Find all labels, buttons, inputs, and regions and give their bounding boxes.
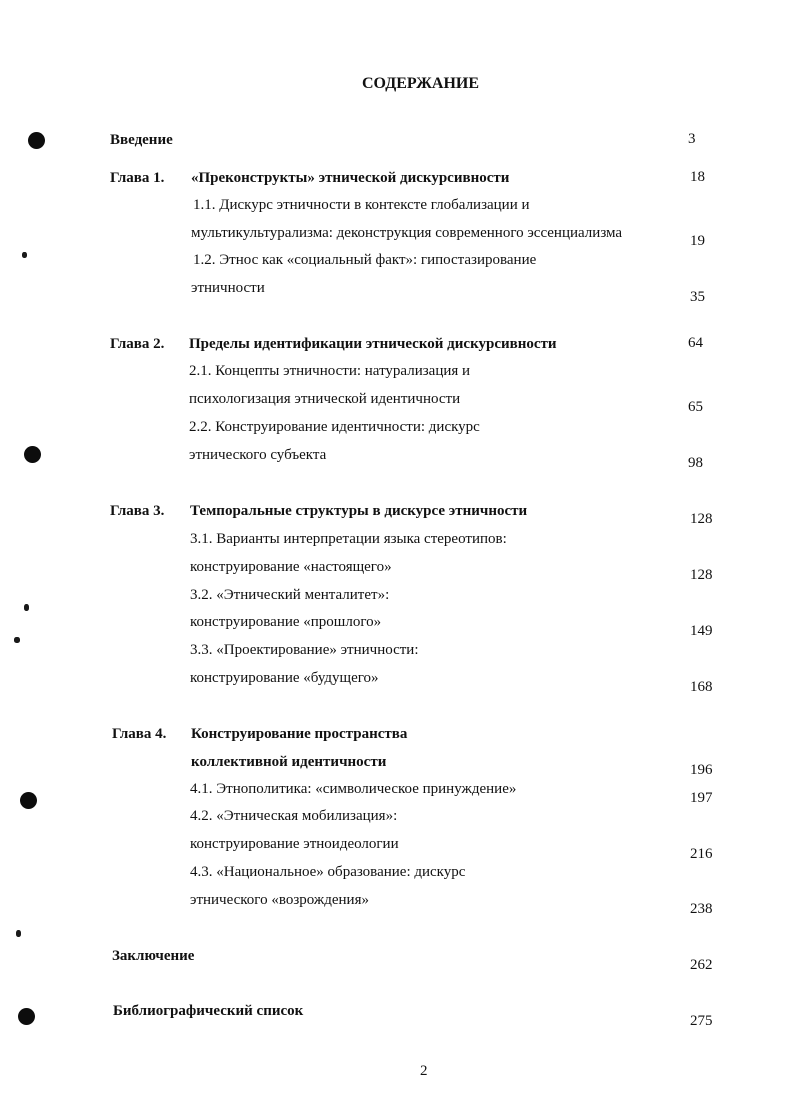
toc-ch1-s1-page: 19	[690, 233, 705, 249]
toc-bibliography-page: 275	[690, 1013, 713, 1029]
toc-ch2-s1-page: 65	[688, 399, 703, 415]
toc-ch4-s1-page: 197	[690, 790, 713, 806]
toc-ch3-s3-line2: конструирование «будущего»	[190, 670, 379, 686]
toc-ch2-s2-line2: этнического субъекта	[189, 447, 327, 463]
toc-ch1-s1-line2: мультикультурализма: деконструкция современного эссенциализма	[191, 225, 623, 241]
toc-ch1-label: Глава 1.	[110, 170, 165, 186]
scan-speck	[14, 637, 20, 643]
punch-hole-2	[24, 446, 41, 463]
toc-ch3-s1-page: 128	[690, 567, 713, 583]
toc-ch2-page: 64	[688, 335, 703, 351]
toc-ch4-title-line1: Конструирование пространства	[191, 726, 408, 742]
punch-hole-4	[18, 1008, 35, 1025]
toc-ch1-s2-page: 35	[690, 289, 705, 305]
toc-ch3-s2-line2: конструирование «прошлого»	[190, 614, 382, 630]
toc-ch3-s2-page: 149	[690, 623, 713, 639]
toc-ch4-page: 196	[690, 762, 713, 778]
toc-ch3-s3-page: 168	[690, 679, 713, 695]
toc-ch4-s3-line2: этнического «возрождения»	[190, 892, 369, 908]
toc-ch3-s1-line2: конструирование «настоящего»	[190, 559, 392, 575]
page-title: СОДЕРЖАНИЕ	[362, 75, 480, 92]
toc-ch4-title-line2: коллективной идентичности	[191, 754, 387, 770]
toc-ch3-s2-line1: 3.2. «Этнический менталитет»:	[190, 587, 390, 603]
toc-conclusion-label: Заключение	[112, 948, 195, 964]
page-number: 2	[420, 1063, 428, 1079]
toc-ch3-title: Темпоральные структуры в дискурсе этничности	[190, 503, 528, 519]
toc-intro-label: Введение	[110, 132, 173, 148]
toc-ch3-s1-line1: 3.1. Варианты интерпретации языка стереотипов:	[190, 531, 507, 547]
toc-ch3-page: 128	[690, 511, 713, 527]
toc-ch1-s2-line2: этничности	[191, 280, 265, 296]
toc-ch4-s3-line1: 4.3. «Национальное» образование: дискурс	[190, 864, 466, 880]
toc-ch1-page: 18	[690, 169, 705, 185]
toc-intro-page: 3	[688, 131, 696, 147]
toc-conclusion-page: 262	[690, 957, 713, 973]
toc-ch2-s1-line1: 2.1. Концепты этничности: натурализация и	[189, 363, 471, 379]
punch-hole-1	[28, 132, 45, 149]
toc-ch2-s1-line2: психологизация этнической идентичности	[189, 391, 461, 407]
toc-ch2-s2-line1: 2.2. Конструирование идентичности: дискурс	[189, 419, 480, 435]
toc-ch2-title: Пределы идентификации этнической дискурсивности	[189, 336, 557, 352]
scan-speck	[22, 252, 27, 258]
toc-bibliography-label: Библиографический список	[113, 1003, 304, 1019]
punch-hole-3	[20, 792, 37, 809]
toc-ch4-s3-page: 238	[690, 901, 713, 917]
toc-ch1-s1-line1: 1.1. Дискурс этничности в контексте глобализации и	[193, 197, 530, 213]
toc-ch4-label: Глава 4.	[112, 726, 167, 742]
toc-ch3-label: Глава 3.	[110, 503, 165, 519]
toc-ch1-s2-line1: 1.2. Этнос как «социальный факт»: гипостазирование	[193, 252, 537, 268]
toc-ch4-s1-line1: 4.1. Этнополитика: «символическое принуждение»	[190, 781, 517, 797]
toc-ch1-title: «Преконструкты» этнической дискурсивности	[191, 170, 510, 186]
scan-speck	[24, 604, 29, 611]
toc-ch2-label: Глава 2.	[110, 336, 165, 352]
toc-ch4-s2-line2: конструирование этноидеологии	[190, 836, 399, 852]
toc-ch2-s2-page: 98	[688, 455, 703, 471]
scan-speck	[16, 930, 21, 937]
toc-ch3-s3-line1: 3.3. «Проектирование» этничности:	[190, 642, 419, 658]
toc-ch4-s2-page: 216	[690, 846, 713, 862]
toc-ch4-s2-line1: 4.2. «Этническая мобилизация»:	[190, 808, 398, 824]
